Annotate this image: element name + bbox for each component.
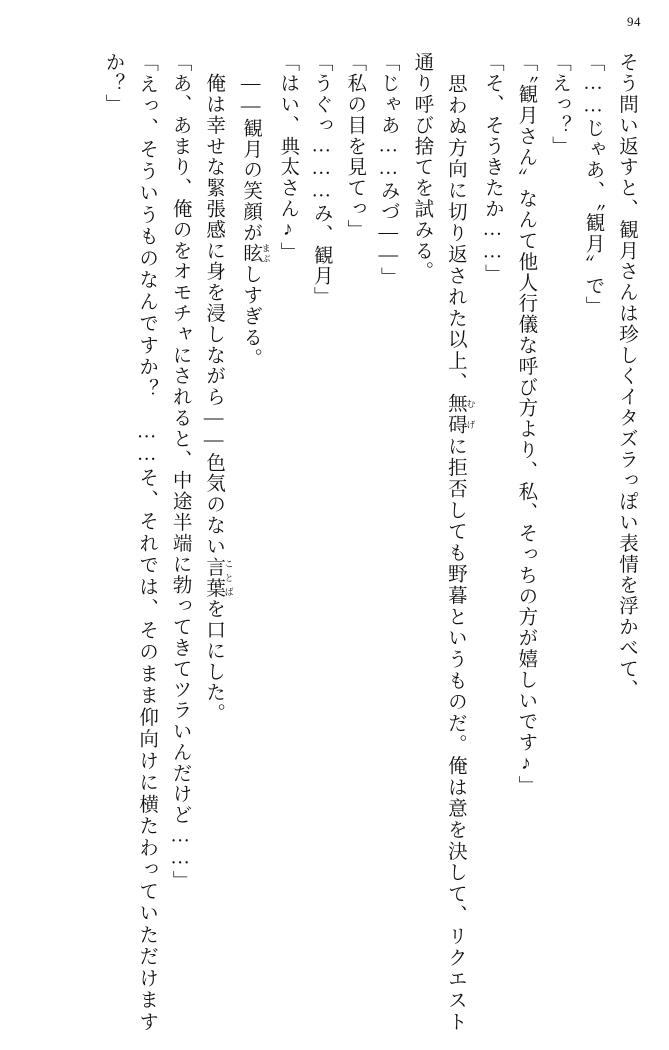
ruby-mabu: 眩 まぶ [240,243,271,265]
paragraph-12 [197,52,234,1032]
paragraph-5: 「そ、そうきたか……」 [481,52,503,285]
ruby-muge: 無碍 むげ [444,393,476,436]
vertical-text-body [43,52,643,1032]
paragraph-11 [234,52,271,1032]
paragraph-13: 「あ、あまり、俺のをオモチャにされると、中途半端に勃ってきてツラいんだけど……」 [169,52,191,891]
ruby-reading-kotoba: ことば [223,556,234,599]
paragraph-9: 「うぐっ………み、観月」 [310,52,332,308]
paragraph-3: 「えっ？」 [548,52,570,157]
paragraph-11-part-a: ――観月の笑顔が [240,52,262,244]
ruby-reading-mabu: まぶ [260,243,271,264]
paragraph-10: 「はい、典太さん♪」 [277,52,299,263]
paragraph-7: 「じゃあ……みづ――」 [377,52,399,288]
paragraph-6-part-b: に拒否しても野暮というものだ。俺は意を決して、リクエスト通り呼び捨てを試みる。 [411,52,466,1033]
page-number: 94 [627,14,641,29]
paragraph-1: そう問い返すと、観月さんは珍しくイタズラっぽい表情を浮かべて、 [616,52,637,700]
paragraph-14: 「えっ、そういうものなんですか？ ……そ、それでは、そのまま仰向けに横たわっていただけますか？」 [102,52,158,1032]
ruby-reading-muge: むげ [465,393,476,436]
paragraph-8: 「私の目を見てっ」 [344,52,366,241]
paragraph-6 [405,52,476,1032]
paragraph-11-part-b: しすぎる。 [240,264,262,369]
paragraph-12-part-a: 俺は幸せな緊張感に身を浸しながら――色気のない [203,52,225,557]
paragraph-2: 「……じゃあ、〝観月〟で」 [582,52,604,317]
ruby-kotoba: 言葉 ことば [203,556,234,599]
paragraph-4: 「〝観月さん〟なんて他人行儀な呼び方より、私、そっちの方が嬉しいです♪」 [515,52,537,797]
paragraph-12-part-b: を口にした。 [203,598,225,724]
paragraph-6-part-a: 思わぬ方向に切り返された以上、 [444,52,466,394]
